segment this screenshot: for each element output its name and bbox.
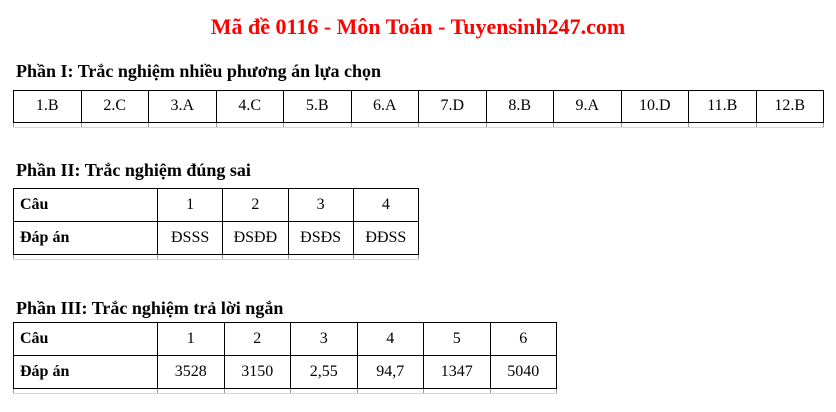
answer-cell: ĐSĐĐ	[223, 221, 288, 254]
answer-cell: 4.C	[216, 90, 284, 122]
row-label-cell: Câu	[14, 323, 158, 356]
answer-cell: 1347	[424, 356, 491, 389]
answer-cell: 5040	[490, 356, 557, 389]
answer-cell: 5.B	[284, 90, 352, 122]
question-number-row	[14, 323, 557, 356]
question-cell: 5	[424, 323, 491, 356]
answer-cell: 3150	[224, 356, 291, 389]
answer-cell: 3528	[158, 356, 225, 389]
row-label-cell: Đáp án	[14, 356, 158, 389]
answer-cell: 9.A	[554, 90, 622, 122]
section-1-heading: Phần I: Trắc nghiệm nhiều phương án lựa chọn	[16, 61, 381, 82]
answer-cell: 7.D	[419, 90, 487, 122]
question-cell: 4	[353, 188, 418, 221]
answer-cell: 10.D	[621, 90, 689, 122]
question-cell: 1	[158, 323, 225, 356]
page-title: Mã đề 0116 - Môn Toán - Tuyensinh247.com	[210, 14, 626, 39]
table-stub-row	[14, 254, 419, 259]
row-label-cell: Đáp án	[14, 221, 158, 254]
answer-cell: ĐĐSS	[353, 221, 418, 254]
question-cell: 6	[490, 323, 557, 356]
section-1-answer-table	[13, 90, 824, 128]
table-stub-row	[14, 389, 557, 394]
answer-row	[14, 356, 557, 389]
question-cell: 3	[291, 323, 358, 356]
question-cell: 2	[223, 188, 288, 221]
section-2-answer-table	[13, 188, 419, 260]
question-cell: 3	[288, 188, 353, 221]
table-stub-row	[14, 122, 824, 127]
answer-row	[14, 221, 419, 254]
answer-cell: 11.B	[689, 90, 757, 122]
answer-cell: 6.A	[351, 90, 419, 122]
section-2-heading: Phần II: Trắc nghiệm đúng sai	[16, 159, 251, 180]
question-cell: 2	[224, 323, 291, 356]
answer-cell: 2.C	[81, 90, 149, 122]
question-number-row	[14, 188, 419, 221]
section-3-heading: Phần III: Trắc nghiệm trả lời ngắn	[16, 297, 284, 318]
answer-cell: 3.A	[149, 90, 217, 122]
row-label-cell: Câu	[14, 188, 158, 221]
answer-cell: ĐSĐS	[288, 221, 353, 254]
answer-row	[14, 90, 824, 122]
question-cell: 1	[158, 188, 223, 221]
answer-cell: 2,55	[291, 356, 358, 389]
answer-cell: 12.B	[756, 90, 824, 122]
answer-cell: 94,7	[357, 356, 424, 389]
answer-cell: 8.B	[486, 90, 554, 122]
answer-cell: 1.B	[14, 90, 82, 122]
answer-cell: ĐSSS	[158, 221, 223, 254]
question-cell: 4	[357, 323, 424, 356]
section-3-answer-table	[13, 322, 557, 394]
